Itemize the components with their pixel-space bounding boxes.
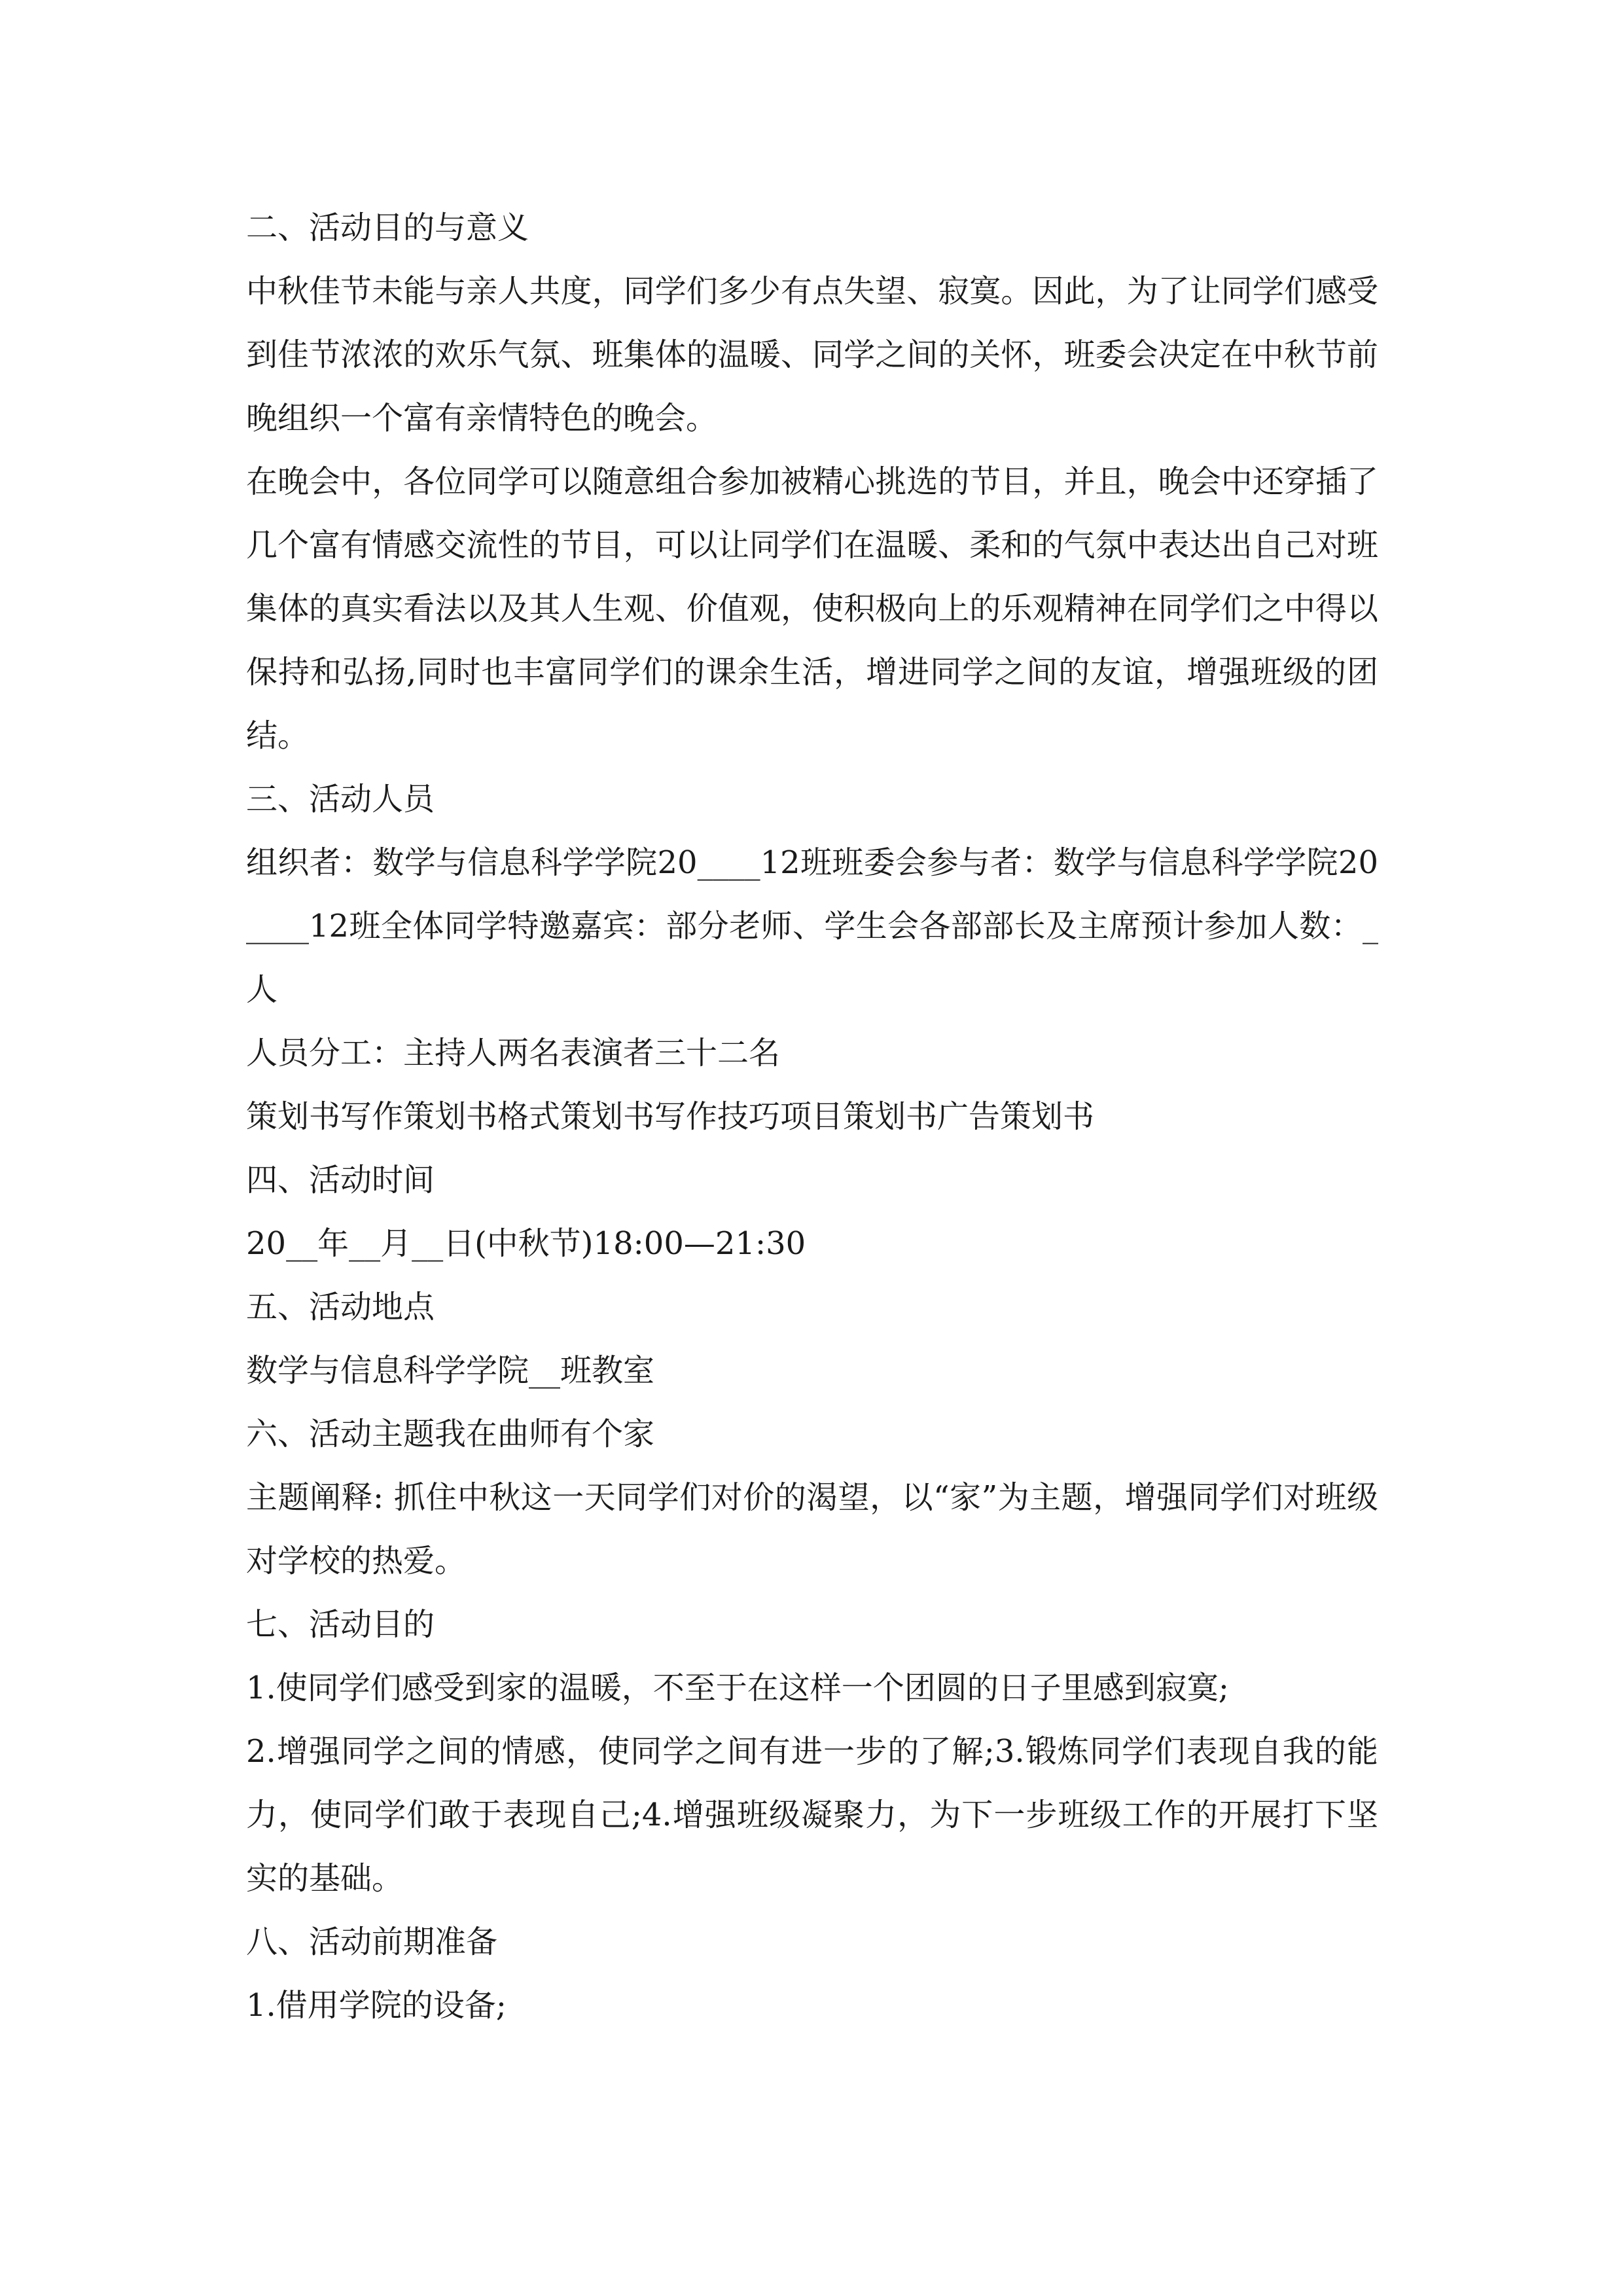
paragraph-participants: 组织者：数学与信息科学学院20____12班班委会参与者：数学与信息科学学院20____12班全体同学特邀嘉宾：部分老师、学生会各部部长及主席预计参加人数：_人 xyxy=(246,844,1378,1008)
paragraph-time: 20__年__月__日(中秋节)18:00—21:30 xyxy=(246,1225,806,1262)
section-heading-time: 四、活动时间 xyxy=(246,1162,435,1198)
paragraph-theme-explanation: 主题阐释: 抓住中秋这一天同学们对价的渴望，以“家”为主题，增强同学们对班级对学校的热爱。 xyxy=(246,1479,1378,1579)
section-heading-location: 五、活动地点 xyxy=(246,1289,435,1325)
section-heading-goals: 七、活动目的 xyxy=(246,1606,435,1643)
document-body xyxy=(246,196,1378,2037)
section-heading-purpose: 二、活动目的与意义 xyxy=(246,209,529,246)
paragraph-goals-2-4: 2.增强同学之间的情感，使同学之间有进一步的了解;3.锻炼同学们表现自我的能力，使同学们敢于表现自己;4.增强班级凝聚力，为下一步班级工作的开展打下坚实的基础。 xyxy=(246,1733,1378,1897)
paragraph-location: 数学与信息科学学院__班教室 xyxy=(246,1352,655,1389)
paragraph-purpose-detail: 在晚会中，各位同学可以随意组合参加被精心挑选的节目，并且，晚会中还穿插了几个富有情感交流性的节目，可以让同学们在温暖、柔和的气氛中表达出自己对班集体的真实看法以及其人生观、价值观，使积极向上的乐观精神在同学们之中得以保持和弘扬,同时也丰富同学们的课余生活，增进同学之间的友谊，增强班级的团结。 xyxy=(246,463,1378,754)
section-heading-participants: 三、活动人员 xyxy=(246,781,435,817)
section-heading-preparation: 八、活动前期准备 xyxy=(246,1924,498,1960)
paragraph-goal-1: 1.使同学们感受到家的温暖，不至于在这样一个团圆的日子里感到寂寞; xyxy=(246,1670,1229,1706)
paragraph-staff-roles: 人员分工：主持人两名表演者三十二名 xyxy=(246,1035,781,1071)
paragraph-preparation-1: 1.借用学院的设备; xyxy=(246,1987,507,2024)
paragraph-purpose-intro: 中秋佳节未能与亲人共度，同学们多少有点失望、寂寞。因此，为了让同学们感受到佳节浓浓的欢乐气氛、班集体的温暖、同学之间的关怀，班委会决定在中秋节前晚组织一个富有亲情特色的晚会。 xyxy=(246,273,1378,437)
section-heading-theme: 六、活动主题我在曲师有个家 xyxy=(246,1416,655,1452)
paragraph-related-keywords: 策划书写作策划书格式策划书写作技巧项目策划书广告策划书 xyxy=(246,1098,1095,1135)
